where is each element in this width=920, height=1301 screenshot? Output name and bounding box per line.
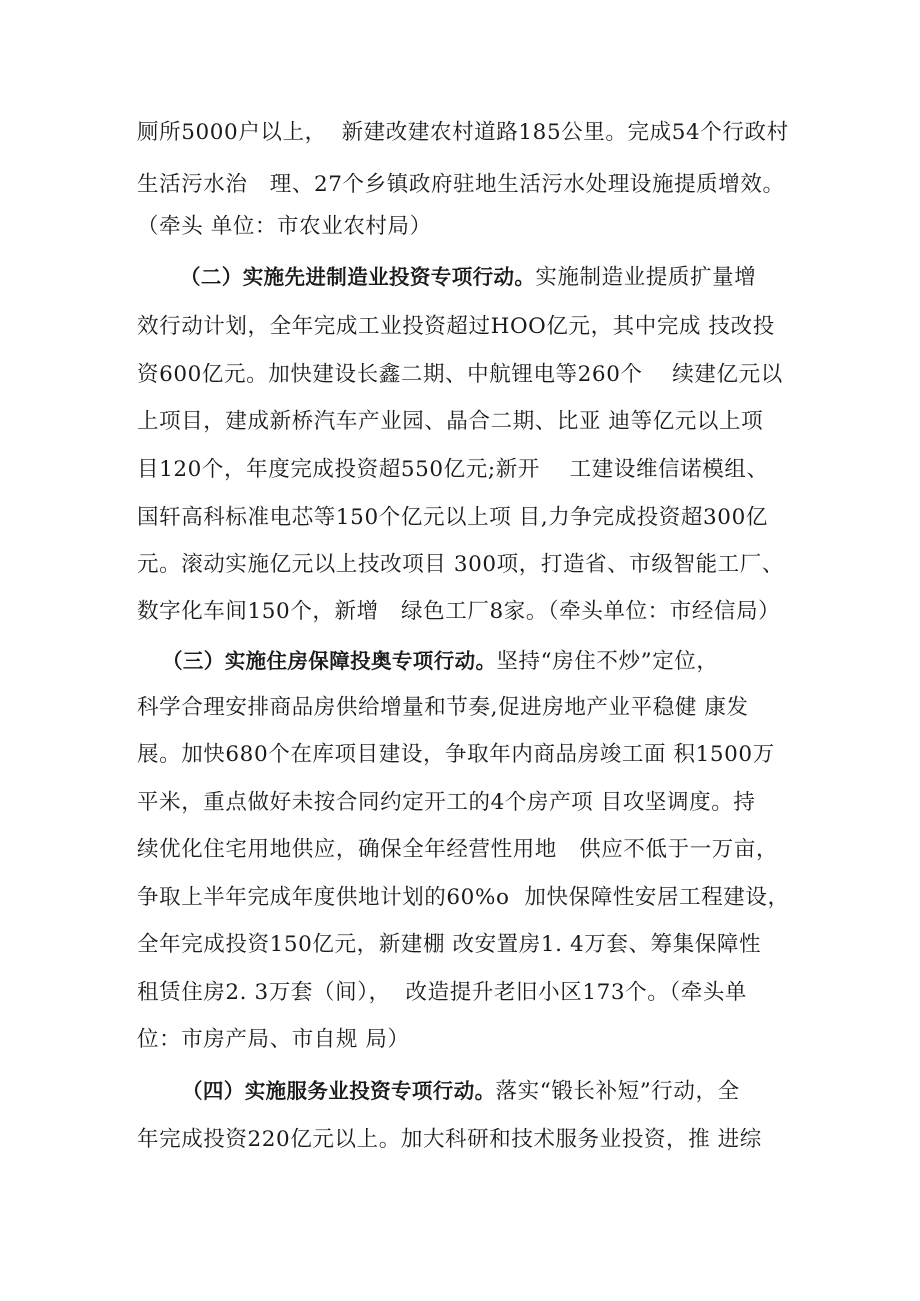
paragraph-3-first-line — [162, 646, 719, 677]
paragraph-1-line-3: （牵头 单位：市农业农村局） — [137, 214, 432, 239]
paragraph-3-line-9: 位：市房产局、市自规 局） — [137, 1027, 410, 1052]
paragraph-3-first-line-text: 坚持“房住不炒”定位， — [496, 649, 719, 674]
section-heading-4: （四）实施服务业投资专项行动。 — [182, 1079, 496, 1103]
paragraph-2-line-6: 国轩高科标准电芯等150个亿元以上项 目,力争完成投资超300亿 — [137, 505, 768, 530]
paragraph-3-line-4: 平米，重点做好未按合同约定开工的4个房产项 目攻坚调度。持 — [137, 790, 756, 815]
paragraph-3-line-8: 租赁住房2. 3万套（间）， 改造提升老旧小区173个。（牵头单 — [137, 980, 748, 1005]
paragraph-4-line-2: 年完成投资220亿元以上。加大科研和技术服务业投资，推 进综 — [137, 1127, 762, 1152]
section-heading-3: （三）实施住房保障投奥专项行动。 — [162, 649, 497, 673]
paragraph-3-line-6: 争取上半年完成年度供地计划的60%o 加快保障性安居工程建设， — [137, 885, 790, 910]
paragraph-2-first-line — [180, 262, 756, 293]
paragraph-2-line-5: 目120个，年度完成投资超550亿元;新开 工建设维信诺模组、 — [137, 457, 769, 482]
paragraph-2-line-2: 效行动计划，全年完成工业投资超过HOO亿元，其中完成 技改投 — [137, 314, 775, 339]
paragraph-4-first-line — [182, 1076, 740, 1107]
paragraph-2-line-7: 元。滚动实施亿元以上技改项目 300项，打造省、市级智能工厂、 — [137, 552, 784, 577]
paragraph-3-line-5: 续优化住宅用地供应，确保全年经营性用地 供应不低于一万亩， — [137, 837, 779, 862]
paragraph-3-line-2: 科学合理安排商品房供给增量和节奏,促进房地产业平稳健 康发 — [137, 695, 749, 720]
paragraph-1-line-1: 厕所5000户以上， 新建改建农村道路185公里。完成54个行政村 — [137, 120, 789, 145]
paragraph-2-line-8: 数字化车间150个，新增 绿色工厂8家。（牵头单位：市经信局） — [137, 599, 781, 624]
paragraph-2-line-3: 资600亿元。加快建设长鑫二期、中航锂电等260个 续建亿元以 — [137, 362, 783, 387]
paragraph-2-line-4: 上项目，建成新桥汽车产业园、晶合二期、比亚 迪等亿元以上项 — [137, 409, 764, 434]
paragraph-3-line-7: 全年完成投资150亿元，新建棚 改安置房1. 4万套、筹集保障性 — [137, 932, 762, 957]
section-heading-2: （二）实施先进制造业投资专项行动。 — [180, 265, 536, 289]
paragraph-3-line-3: 展。加快680个在库项目建设，争取年内商品房竣工面 积1500万 — [137, 742, 775, 767]
paragraph-4-first-line-text: 落实“锻长补短”行动，全 — [495, 1079, 740, 1104]
paragraph-2-first-line-text: 实施制造业提质扩量增 — [535, 265, 757, 290]
paragraph-1-line-2: 生活污水治 理、27个乡镇政府驻地生活污水处理设施提质增效。 — [137, 172, 785, 197]
